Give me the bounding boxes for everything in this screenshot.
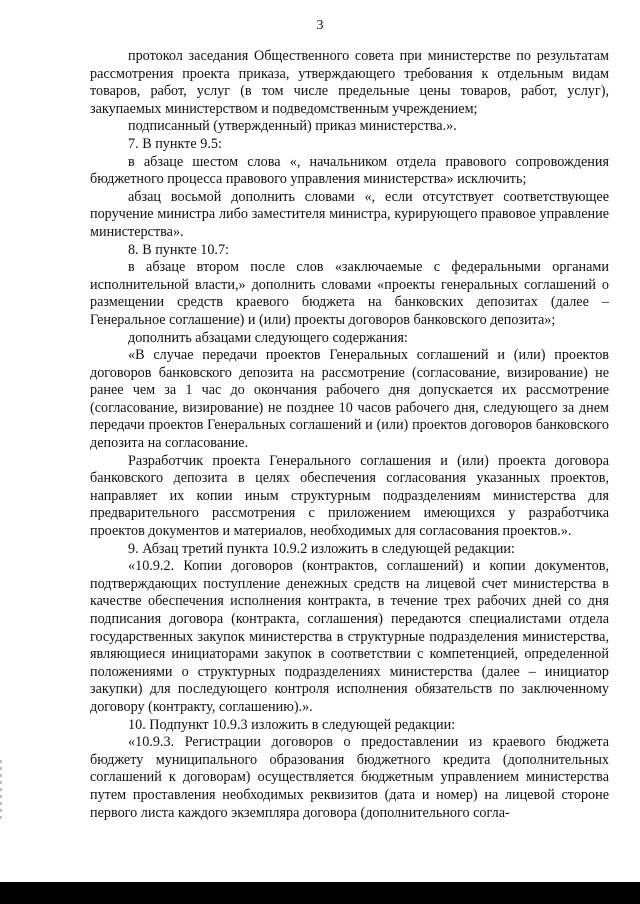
scan-border [0,882,640,904]
paragraph: дополнить абзацами следующего содержания: [128,329,408,346]
paragraph: Разработчик проекта Генерального соглашения и (или) проекта договора банковского депозита в целях обеспечения согласования указанных проектов, направляет их копии иным структурным подразделениям министерства для предварительного рассмотрения с приложением имеющихся у разработчика проектов документов и материалов, необходимых для согласования проектов.». [90,452,609,540]
paragraph: «10.9.2. Копии договоров (контрактов, соглашений) и копии документов, подтверждающих поступление денежных средств на лицевой счет министерства в качестве обеспечения исполнения контракта, в течение трех рабочих дней со дня подписания договора (контракта, соглашения) передаются специалистами отдела государственных закупок министерства в структурные подразделения министерства, являющиеся инициаторами закупок в соответствии с компетенцией, определенной положениями о структурных подразделениях министерства (далее – инициатор закупки) для последующего контроля исполнения обязательств по заключенному договору (контракту, соглашению).». [90,558,609,715]
paragraph: абзац восьмой дополнить словами «, если отсутствует соответствующее поручение министра либо заместителя министра, курирующего правовое управление министерства». [90,188,609,240]
paragraph: в абзаце шестом слова «, начальником отдела правового сопровождения бюджетного процесса правового управления министерства» исключить; [90,153,609,188]
scan-artifact [0,760,2,820]
paragraph: подписанный (утвержденный) приказ министерства.». [128,118,457,135]
paragraph: «10.9.3. Регистрации договоров о предоставлении из краевого бюджета бюджету муниципального образования бюджетного кредита (дополнительных соглашений к договорам) осуществляется бюджетным управлением министерства путем проставления необходимых реквизитов (дата и номер) на лицевой стороне первого листа каждого экземпляра договора (дополнительного согла- [90,734,609,821]
document-body [90,48,609,822]
paragraph: 7. В пункте 9.5: [128,135,222,152]
paragraph: протокол заседания Общественного совета при министерстве по результатам рассмотрения проекта приказа, утверждающего требования к отдельным видам товаров, работ, услуг (в том числе предельные цены товаров, работ, услуг), закупаемых министерством и подведомственным учреждением; [90,48,609,117]
paragraph: 8. В пункте 10.7: [128,241,229,258]
paragraph: в абзаце втором после слов «заключаемые с федеральными органами исполнительной власти,» дополнить словами «проекты генеральных соглашений о размещении средств краевого бюджета на банковских депозитах (далее – Генеральное соглашение) и (или) проекты договоров банковского депозита»; [90,259,609,328]
paragraph: 10. Подпункт 10.9.3 изложить в следующей редакции: [128,716,456,733]
paragraph: «В случае передачи проектов Генеральных соглашений и (или) проектов договоров банковского депозита на рассмотрение (согласование, визирование) не ранее чем за 1 час до окончания рабочего дня допускается их рассмотрение (согласование, визирование) не позднее 10 часов рабочего дня, следующего за днем передачи проектов Генеральных соглашений и (или) проектов договоров банковского депозита на согласование. [90,347,609,452]
page-number: 3 [316,18,324,33]
paragraph: 9. Абзац третий пункта 10.9.2 изложить в следующей редакции: [128,540,515,557]
